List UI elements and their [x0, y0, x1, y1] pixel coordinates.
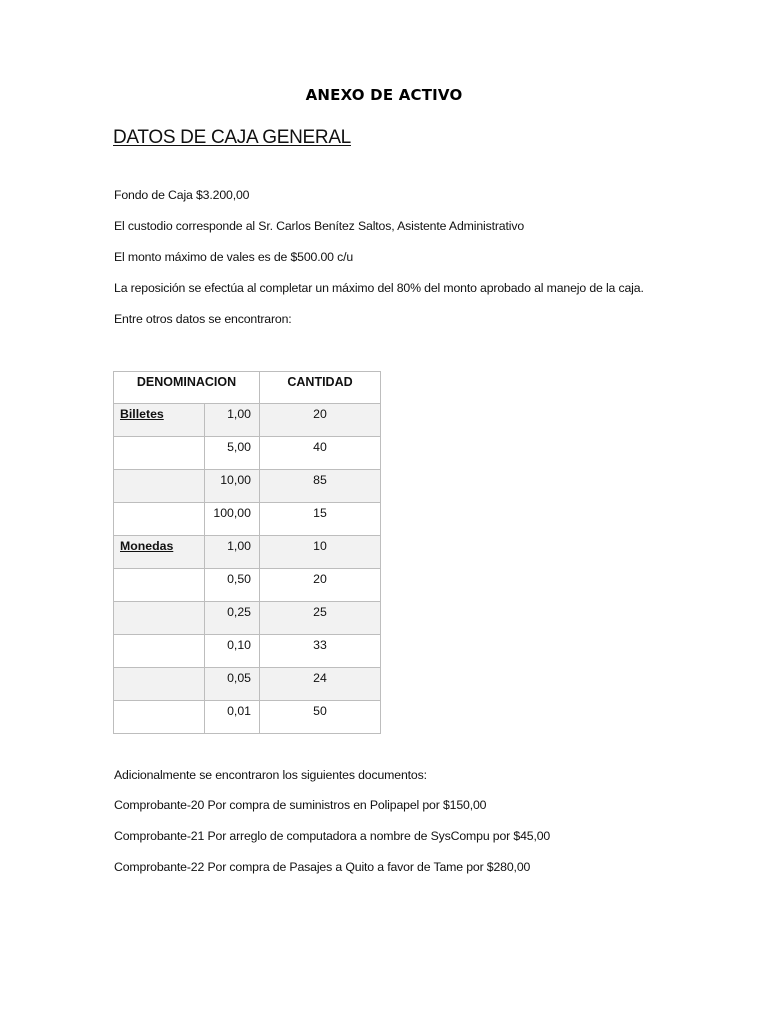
- cell-denominacion: 0,10: [205, 635, 260, 668]
- table-row: [114, 536, 381, 569]
- cell-denominacion: 1,00: [205, 536, 260, 569]
- table-row: [114, 503, 381, 536]
- cell-cantidad: 25: [260, 602, 381, 635]
- table-row: [114, 437, 381, 470]
- header-denominacion: DENOMINACION: [114, 372, 260, 404]
- document-title: ANEXO DE ACTIVO: [305, 86, 463, 104]
- cell-group: Monedas: [114, 536, 205, 569]
- cell-group: [114, 602, 205, 635]
- cell-group: [114, 635, 205, 668]
- table-row: [114, 470, 381, 503]
- cell-cantidad: 33: [260, 635, 381, 668]
- table-row: [114, 701, 381, 734]
- cell-denominacion: 0,50: [205, 569, 260, 602]
- cell-denominacion: 5,00: [205, 437, 260, 470]
- paragraph-adicionalmente: Adicionalmente se encontraron los siguientes documentos:: [114, 768, 427, 782]
- table-row: [114, 404, 381, 437]
- cell-cantidad: 20: [260, 404, 381, 437]
- document-item-comprobante-22: Comprobante-22 Por compra de Pasajes a Quito a favor de Tame por $280,00: [114, 860, 531, 874]
- cell-cantidad: 40: [260, 437, 381, 470]
- cell-cantidad: 24: [260, 668, 381, 701]
- cell-denominacion: 100,00: [205, 503, 260, 536]
- cell-group: [114, 668, 205, 701]
- cell-group: [114, 569, 205, 602]
- paragraph-otros-datos: Entre otros datos se encontraron:: [114, 312, 292, 326]
- cell-denominacion: 10,00: [205, 470, 260, 503]
- table-header-row: [114, 372, 381, 404]
- cell-group: Billetes: [114, 404, 205, 437]
- cell-group: [114, 437, 205, 470]
- cash-denomination-table: [113, 371, 381, 734]
- cell-denominacion: 0,01: [205, 701, 260, 734]
- cell-cantidad: 50: [260, 701, 381, 734]
- cell-cantidad: 20: [260, 569, 381, 602]
- cell-group: [114, 503, 205, 536]
- cell-cantidad: 85: [260, 470, 381, 503]
- cell-denominacion: 0,25: [205, 602, 260, 635]
- cell-group: [114, 701, 205, 734]
- paragraph-monto-maximo: El monto máximo de vales es de $500.00 c/u: [114, 250, 354, 264]
- cell-cantidad: 15: [260, 503, 381, 536]
- paragraph-fondo-caja: Fondo de Caja $3.200,00: [114, 188, 250, 202]
- cell-denominacion: 0,05: [205, 668, 260, 701]
- table-row: [114, 602, 381, 635]
- header-cantidad: CANTIDAD: [260, 372, 381, 404]
- section-heading: DATOS DE CAJA GENERAL: [113, 127, 351, 148]
- document-item-comprobante-20: Comprobante-20 Por compra de suministros en Polipapel por $150,00: [114, 798, 487, 812]
- cell-cantidad: 10: [260, 536, 381, 569]
- table-row: [114, 668, 381, 701]
- paragraph-custodio: El custodio corresponde al Sr. Carlos Benítez Saltos, Asistente Administrativo: [114, 219, 525, 233]
- cell-denominacion: 1,00: [205, 404, 260, 437]
- paragraph-reposicion: La reposición se efectúa al completar un máximo del 80% del monto aprobado al manejo de la caja.: [114, 281, 644, 295]
- table-row: [114, 635, 381, 668]
- table-row: [114, 569, 381, 602]
- cell-group: [114, 470, 205, 503]
- document-item-comprobante-21: Comprobante-21 Por arreglo de computadora a nombre de SysCompu por $45,00: [114, 829, 551, 843]
